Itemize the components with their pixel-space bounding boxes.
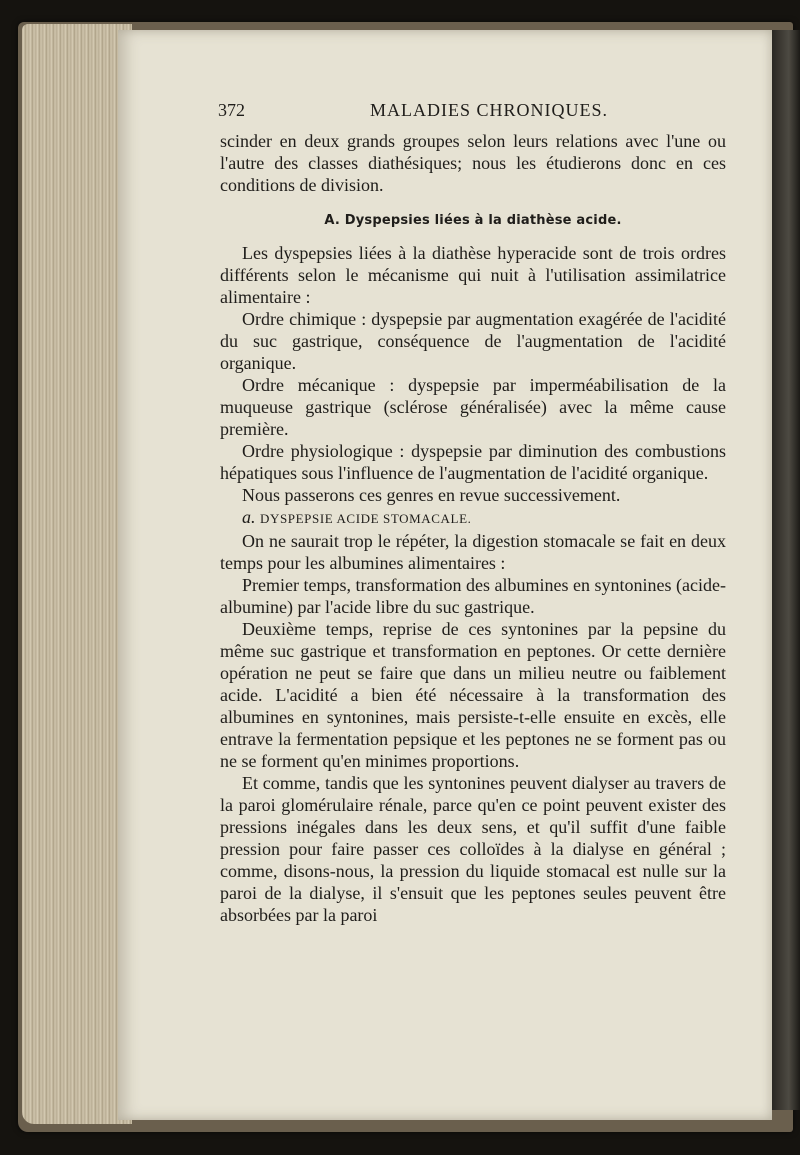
section-heading: A. Dyspepsies liées à la diathèse acide. (324, 213, 622, 228)
subheading-letter: a. (242, 507, 256, 527)
paragraph-4: Ordre physiologique : dyspepsie par diminution des combustions hépatiques sous l'influence de l'augmentation de l'acidité organique. (220, 441, 726, 483)
facing-page-shadow (772, 30, 800, 1110)
paragraph-5: Nous passerons ces genres en revue successivement. (242, 485, 621, 505)
page-body (220, 130, 726, 926)
running-title: MALADIES CHRONIQUES. (370, 100, 609, 120)
page-header (218, 100, 726, 128)
paragraph-9: Et comme, tandis que les syntonines peuvent dialyser au travers de la paroi glomérulaire rénale, parce qu'en ce point peuvent exister des pressions inégales dans les deux sens, et qu'il suffit d'une faible pression pour faire passer ces colloïdes à la dialyse en général ; comme, disons-nous, la pression du liquide stomacal est nulle sur la paroi de la dialyse, il s'ensuit que les peptones seules peuvent être absorbées par la paroi (220, 773, 726, 925)
paragraph-8: Deuxième temps, reprise de ces syntonines par la pepsine du même suc gastrique et transformation en peptones. Or cette dernière opération ne peut se faire que dans un milieu neutre ou faiblement acide. L'acidité a bien été nécessaire à la transformation des albumines en syntonines, mais persiste-t-elle ensuite en excès, elle entrave la fermentation pepsique et les peptones ne se forment pas ou ne se forment qu'en minimes proportions. (220, 619, 726, 771)
page-number: 372 (218, 100, 245, 120)
subheading (220, 506, 726, 530)
opening-paragraph: scinder en deux grands groupes selon leurs relations avec l'une ou l'autre des classes diathésiques; nous les étudierons donc en ces conditions de division. (220, 131, 726, 195)
paragraph-1: Les dyspepsies liées à la diathèse hyperacide sont de trois ordres différents selon le mécanisme qui nuit à l'utilisation assimilatrice alimentaire : (220, 243, 726, 307)
paragraph-2: Ordre chimique : dyspepsie par augmentation exagérée de l'acidité du suc gastrique, conséquence de l'augmentation de l'acidité organique. (220, 309, 726, 373)
paragraph-6: On ne saurait trop le répéter, la digestion stomacale se fait en deux temps pour les albumines alimentaires : (220, 531, 726, 573)
paragraph-3: Ordre mécanique : dyspepsie par imperméabilisation de la muqueuse gastrique (sclérose généralisée) avec la même cause première. (220, 375, 726, 439)
paragraph-7: Premier temps, transformation des albumines en syntonines (acide-albumine) par l'acide libre du suc gastrique. (220, 575, 726, 617)
page-edges (22, 24, 132, 1124)
subheading-text: DYSPEPSIE ACIDE STOMACALE. (260, 511, 472, 526)
